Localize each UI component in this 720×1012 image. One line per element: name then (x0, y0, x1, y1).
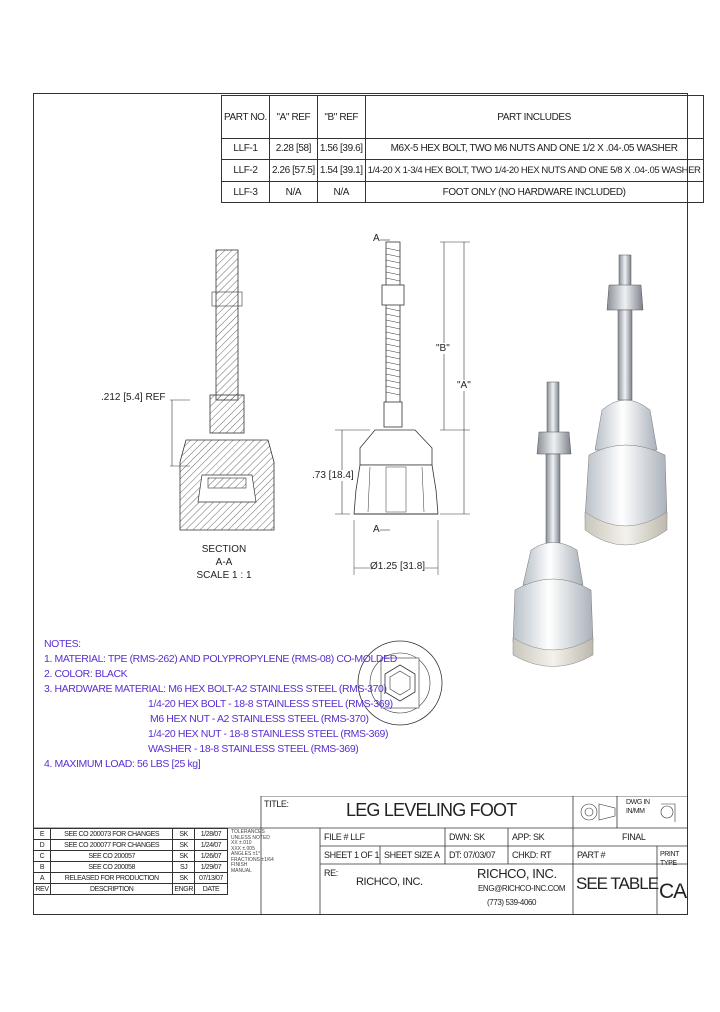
cell: 1/29/07 (195, 862, 228, 873)
section-view-drawing (150, 240, 300, 540)
cell: 2.26 [57.5] (269, 159, 317, 182)
cell: 1/26/07 (195, 851, 228, 862)
cell: SK (173, 873, 195, 884)
company-phone: (773) 539-4060 (487, 898, 537, 907)
print-type-label: PRINT TYPE (660, 851, 679, 867)
notes-heading: NOTES: (44, 638, 81, 650)
approved-by (512, 832, 544, 842)
cell: LLF-1 (222, 139, 270, 160)
note-line: 1/4-20 HEX NUT - 18-8 STAINLESS STEEL (RMS-369) (148, 728, 389, 740)
cell: SEE CO 200058 (51, 862, 173, 873)
note-line: WASHER - 18-8 STAINLESS STEEL (RMS-369) (148, 743, 359, 755)
table-row (222, 139, 704, 160)
header-a-ref: "A" REF (269, 96, 317, 139)
cell: ENGR (174, 885, 193, 893)
dimension-height: .73 [18.4] (312, 470, 354, 481)
app-label: APP: (512, 832, 531, 842)
cell: RELEASED FOR PRODUCTION (51, 873, 173, 884)
dwg-units: DWG IN IN/MM (626, 799, 650, 815)
table-row (222, 182, 704, 203)
table-row (34, 851, 228, 862)
drawing-title: LEG LEVELING FOOT (346, 800, 517, 820)
chkd-label: CHKD: (512, 850, 539, 860)
section-marker-top: A (373, 233, 380, 244)
header-part-includes: PART INCLUDES (365, 96, 703, 139)
header-b-ref: "B" REF (317, 96, 365, 139)
cell: 2.28 [58] (269, 139, 317, 160)
title-label: TITLE: (264, 799, 289, 809)
cell: 1.56 [39.6] (317, 139, 365, 160)
cell: M6X-5 HEX BOLT, TWO M6 NUTS AND ONE 1/2 X .04-.05 WASHER (365, 139, 703, 160)
cell: D (34, 840, 51, 851)
cell: 1.54 [39.1] (317, 159, 365, 182)
parts-table (221, 95, 704, 203)
front-view-drawing (320, 230, 480, 580)
header-part-no: PART NO. (222, 96, 270, 139)
product-render-image (505, 250, 685, 670)
revision-table (33, 828, 228, 895)
tolerance-line: TOLERANCES (231, 829, 265, 835)
cell: N/A (317, 182, 365, 203)
cell: SK (173, 851, 195, 862)
company-name: RICHCO, INC. (356, 876, 423, 888)
dimension-a: "A" (457, 380, 471, 391)
section-marker-bottom: A (373, 524, 380, 535)
note-line: 1. MATERIAL: TPE (RMS-262) AND POLYPROPYLENE (RMS-08) CO-MOLDED (44, 653, 397, 665)
cell: 1/24/07 (195, 840, 228, 851)
note-line: 1/4-20 HEX BOLT - 18-8 STAINLESS STEEL (RMS-369) (148, 698, 393, 710)
date-value: 07/03/07 (463, 850, 496, 860)
tolerance-line: XXX ±.005 (231, 845, 255, 852)
cell: C (34, 851, 51, 862)
company-email: ENG@RICHCO-INC.COM (478, 884, 566, 893)
sheet-size (384, 850, 440, 860)
sheet-size-value: A (433, 850, 440, 860)
cell: FOOT ONLY (NO HARDWARE INCLUDED) (365, 182, 703, 203)
cell: SEE CO 200077 FOR CHANGES (51, 840, 173, 851)
cell: SK (173, 840, 195, 851)
table-row (222, 159, 704, 182)
dwn-value: SK (473, 832, 485, 842)
cell: SEE CO 200057 (51, 851, 173, 862)
cell: SEE CO 200073 FOR CHANGES (51, 829, 173, 840)
checked-by (512, 850, 551, 860)
app-value: SK (533, 832, 545, 842)
cell: LLF-2 (222, 159, 270, 182)
cell: DESCRIPTION (51, 884, 173, 895)
print-type-value: CA (659, 880, 687, 903)
re-label: RE: (324, 868, 338, 878)
section-caption-title: SECTION A-A (201, 544, 247, 568)
tolerance-line: UNLESS NOTED (231, 834, 270, 841)
section-caption-scale: SCALE 1 : 1 (196, 570, 252, 581)
notes-section (44, 637, 397, 772)
sheet-size-label: SHEET SIZE (384, 850, 433, 860)
section-caption (196, 543, 252, 582)
tolerance-line: FRACTIONS ±1/64 (231, 856, 274, 863)
tolerance-line: FINISH (231, 862, 248, 868)
note-line: 3. HARDWARE MATERIAL: M6 HEX BOLT-A2 STAINLESS STEEL (RMS-370) (44, 683, 387, 695)
cell: DATE (195, 884, 228, 895)
date (449, 850, 495, 860)
section-ref-dimension: .212 [5.4] REF (101, 392, 166, 403)
table-row (34, 862, 228, 873)
part-number-value: SEE TABLE (576, 874, 659, 893)
dwn-label: DWN: (449, 832, 472, 842)
cell: E (34, 829, 51, 840)
table-row (34, 829, 228, 840)
dimension-b: "B" (436, 343, 450, 354)
table-row (34, 840, 228, 851)
dimension-diameter: Ø1.25 [31.8] (370, 561, 426, 572)
revision-header-row (34, 884, 228, 895)
cell: N/A (269, 182, 317, 203)
tolerance-line: ANGLES ±1° (231, 851, 261, 857)
date-label: DT: (449, 850, 462, 860)
company-name-large: RICHCO, INC. (477, 866, 557, 881)
file-value: LLF (350, 832, 365, 842)
drawn-by (449, 832, 485, 842)
note-line: 2. COLOR: BLACK (44, 668, 128, 680)
cell: A (34, 873, 51, 884)
final-label: FINAL (622, 832, 646, 842)
cell: 1/4-20 X 1-3/4 HEX BOLT, TWO 1/4-20 HEX NUTS AND ONE 5/8 X .04-.05 WASHER (365, 159, 703, 182)
file-label: FILE # (324, 832, 349, 842)
sheet-label: SHEET (324, 850, 352, 860)
chkd-value: RT (540, 850, 552, 860)
cell: B (34, 862, 51, 873)
cell: 1/28/07 (195, 829, 228, 840)
file-number (324, 832, 365, 842)
cell: REV (35, 885, 49, 893)
cell: SK (173, 829, 195, 840)
tolerance-block (231, 830, 285, 874)
sheet-number (324, 850, 379, 860)
sheet-value: 1 OF 1 (353, 850, 380, 860)
cell: SJ (173, 862, 195, 873)
note-line: 4. MAXIMUM LOAD: 56 LBS [25 kg] (44, 758, 201, 770)
note-line: M6 HEX NUT - A2 STAINLESS STEEL (RMS-370) (150, 713, 369, 725)
part-number-label: PART # (577, 850, 606, 860)
tolerance-line: XX ±.010 (231, 840, 252, 846)
cell: 07/13/07 (195, 873, 228, 884)
tolerance-line: MANUAL (231, 867, 252, 874)
table-row (34, 873, 228, 884)
cell: LLF-3 (222, 182, 270, 203)
